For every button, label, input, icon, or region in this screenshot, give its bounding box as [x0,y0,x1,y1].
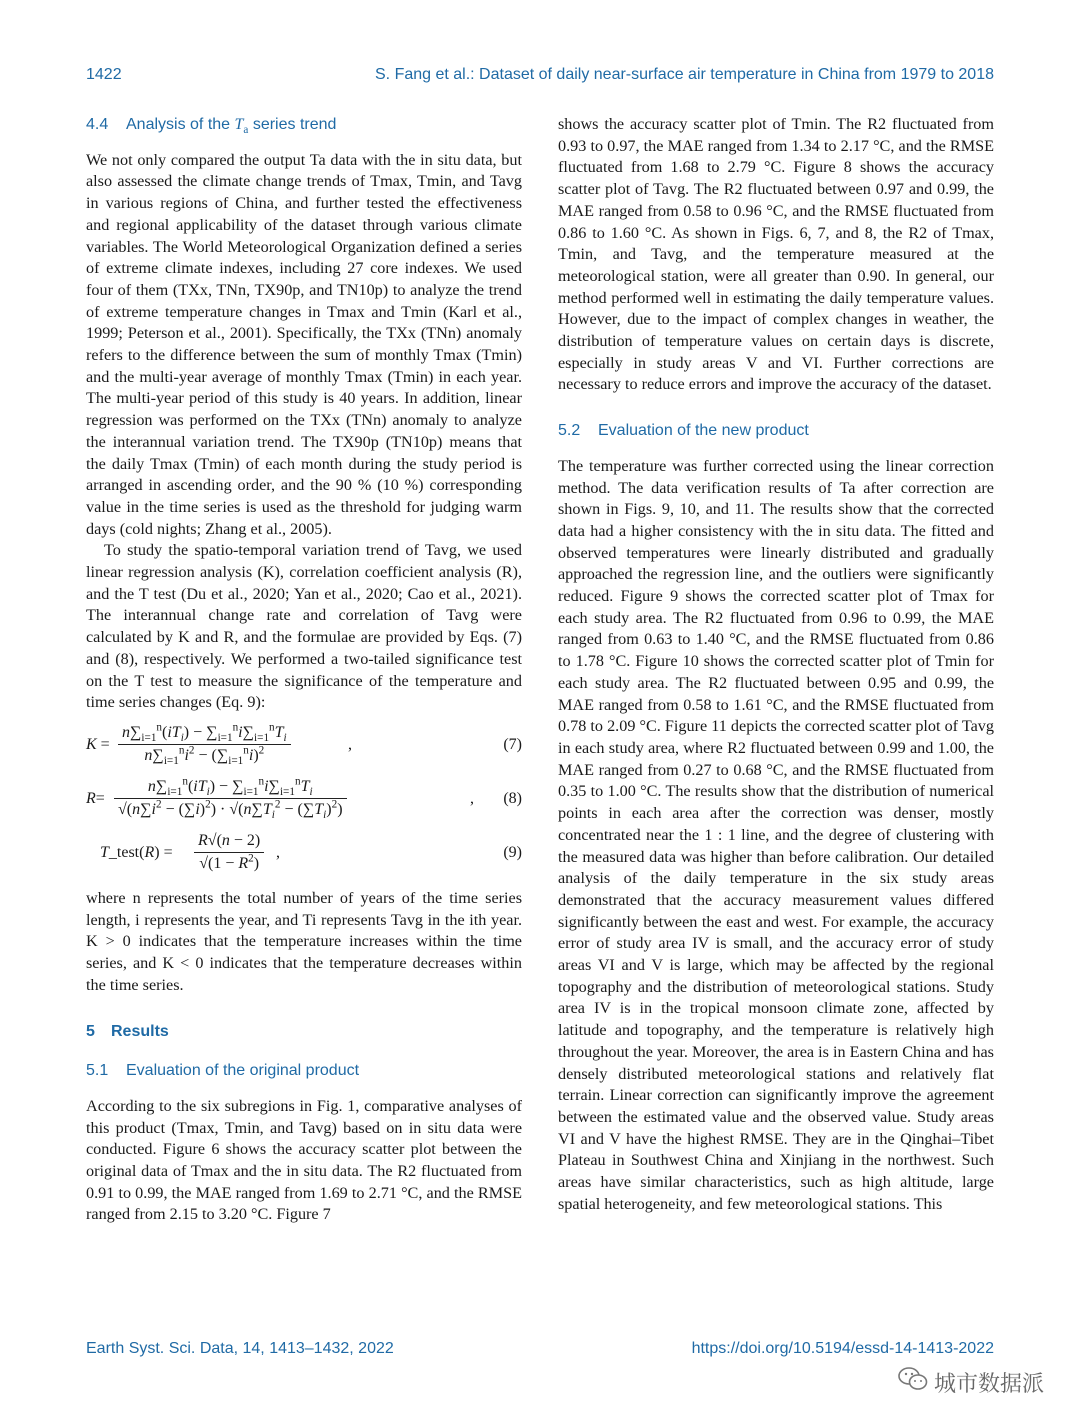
paragraph: where n represents the total number of years of the time series length, i represents the year, and Ti represents Tavg in the ith year. K > 0 indicates that the temperature increases within the time series, and K < 0 indicates that the temperature decreases within the time series. [86,888,522,994]
section-4-4-heading: 4.4 Analysis of the $T_a$ series trend [86,116,337,137]
left-column [86,114,522,1226]
journal-citation: Earth Syst. Sci. Data, 14, 1413–1432, 2022 [86,1340,394,1357]
doi-link[interactable]: https://doi.org/10.5194/essd-14-1413-2022 [691,1340,994,1357]
equation-7: K = $n\sum_{i=1}^n(iT_i) - \sum_{i=1}^ni\sum_{i=1}^nT_i$ $n\sum_{i=1}^ni^2 - (\sum_{i=1}^ni)^2$ , (7) [86,721,522,767]
paragraph: To study the spatio-temporal variation trend of Tavg, we used linear regression analysis (K), correlation coefficient analysis (R), and the T test (Du et al., 2020; Yan et al., 2020; Cao et al., 2021). The interannual change rate and correlation of Tavg were calculated by K and R, and the formulae are provided by Eqs. (7) and (8), respectively. We performed a two-tailed significance test on the T test to measure the significance of the temperature and time series changes (Eq. 9): [86,541,522,712]
right-column [558,114,994,1215]
section-5-1-heading: 5.1 Evaluation of the original product [86,1062,360,1080]
equation-9: T_test(R) = $\frac{R√(n - 2)}{√(1 - R^2)}$ , (9) [100,831,522,872]
section-5-2-heading: 5.2 Evaluation of the new product [558,422,809,440]
paragraph: shows the accuracy scatter plot of Tmin. The R2 fluctuated from 0.93 to 0.97, the MAE ranged from 1.34 to 2.17 °C, and the RMSE fluctuated from 1.68 to 2.79 °C. Figure 8 shows the accuracy scatter plot of Tavg. The R2 fluctuated between 0.97 and 0.99, the MAE ranged from 0.58 to 0.96 °C, and the RMSE fluctuated from 0.86 to 1.60 °C. As shown in Figs. 6, 7, and 8, the R2 of Tmax, Tmin, and Tavg, and the temperature measured at the meteorological station, were all greater than 0.90. In general, our method performed well in estimating the daily temperature values. However, due to the impact of complex changes in weather, the distribution of temperature values on certain days is discrete, especially in study areas V and VI. Further corrections are necessary to reduce errors and improve the accuracy of the dataset. [558,115,994,394]
wechat-icon [898,1366,928,1398]
paragraph: The temperature was further corrected using the linear correction method. The data verification results of Ta after correction are shown in Figs. 9, 10, and 11. The results show that the corrected data had a higher consistency with the in situ data. The fitted and observed temperatures were linearly distributed and gradually approached the regression line, and the outliers were significantly reduced. Figure 9 shows the corrected scatter plot of Tmax for each study area. The R2 fluctuated from 0.96 to 0.99, the MAE ranged from 0.63 to 1.40 °C, and the RMSE fluctuated from 0.86 to 1.78 °C. Figure 10 shows the corrected scatter plot of Tmin for each study area. The R2 fluctuated between 0.95 and 0.99, the MAE ranged from 0.58 to 1.61 °C, and the RMSE fluctuated from 0.78 to 2.09 °C. Figure 11 depicts the corrected scatter plot of Tavg in each study area, where R2 fluctuated between 0.99 and 1.00, the MAE ranged from 0.27 to 0.68 °C, and the RMSE fluctuated from 0.35 to 1.00 °C. The results show that the distribution of numerical points in each area after the correction was denser, mostly concentrated near the 1 : 1 line, and the degree of clustering with the measured data was higher than before calibration. Our detailed analysis of the daily temperature in the six study areas demonstrated that the accuracy measurement values differed significantly between the east and west. For example, the accuracy error of study area IV is small, and the accuracy error of study areas VI and V is large, which may be affected by the regional topography and the distribution of meteorological stations. Study area IV is in the tropical monsoon climate zone, affected by latitude and topography, and the temperature is relatively high throughout the year. Moreover, the area is in Eastern China and has densely distributed meteorological stations and relatively flat terrain. Linear correction can significantly improve the agreement between the estimated value and the observed value. Study areas VI and V have the highest RMSE. They are in the Qinghai–Tibet Plateau in Southwest China and Xinjiang in the northwest. Such areas have similar characteristics, such as high altitude, large spatial heterogeneity, and few meteorological stations. This [558,456,994,1213]
watermark-text: 城市数据派 [933,1371,1044,1397]
paragraph: According to the six subregions in Fig. 1, comparative analyses of this product (Tmax, Tmin, and Tavg) based on in situ data were conducted. Figure 6 shows the accuracy scatter plot between the original data of Tmax and the in situ data. The R2 fluctuated from 0.91 to 0.99, the MAE ranged from 1.69 to 2.71 °C, and the RMSE ranged from 2.15 to 3.20 °C. Figure 7 [86,1096,522,1224]
watermark [898,1366,1044,1398]
page-number: 1422 [86,66,122,83]
running-title: S. Fang et al.: Dataset of daily near-surface air temperature in China from 1979 to 2018 [375,66,994,83]
section-5-heading: 5 Results [86,1022,169,1040]
paragraph: We not only compared the output Ta data with the in situ data, but also assessed the climate change trends of Tmax, Tmin, and Tavg in various regions of China, and further tested the effectiveness and regional applicability of the dataset through various climate variables. The World Meteorological Organization defined a series of extreme climate indexes, including 27 core indexes. We used four of them (TXx, TNn, TX90p, and TN10p) to analyze the trend of extreme temperature changes in Tmax and Tmin (Karl et al., 1999; Peterson et al., 2001). Specifically, the TXx (TNn) anomaly refers to the difference between the sum of monthly Tmax (Tmin) and the multi-year average of monthly Tmax (Tmin) in each year. The multi-year period of this study is 40 years. In addition, linear regression was performed on the TXx (TNn) anomaly to analyze the interannual variation trend. The TX90p (TN10p) means that the daily Tmax (Tmin) of each month during the study period is arranged in ascending order, and the 90 % (10 %) corresponding value in the time series is used as the threshold for judging warm days (cold nights; Zhang et al., 2005). [86,150,522,538]
equation-8: R= $n\sum_{i=1}^n(iT_i) - \sum_{i=1}^ni\sum_{i=1}^nT_i$ $√(n\sum i^2 - (\sum i)^2) \cdot √(n\sum T_i^2 - (\sum T_i)^2)$ , (8) [86,775,522,821]
